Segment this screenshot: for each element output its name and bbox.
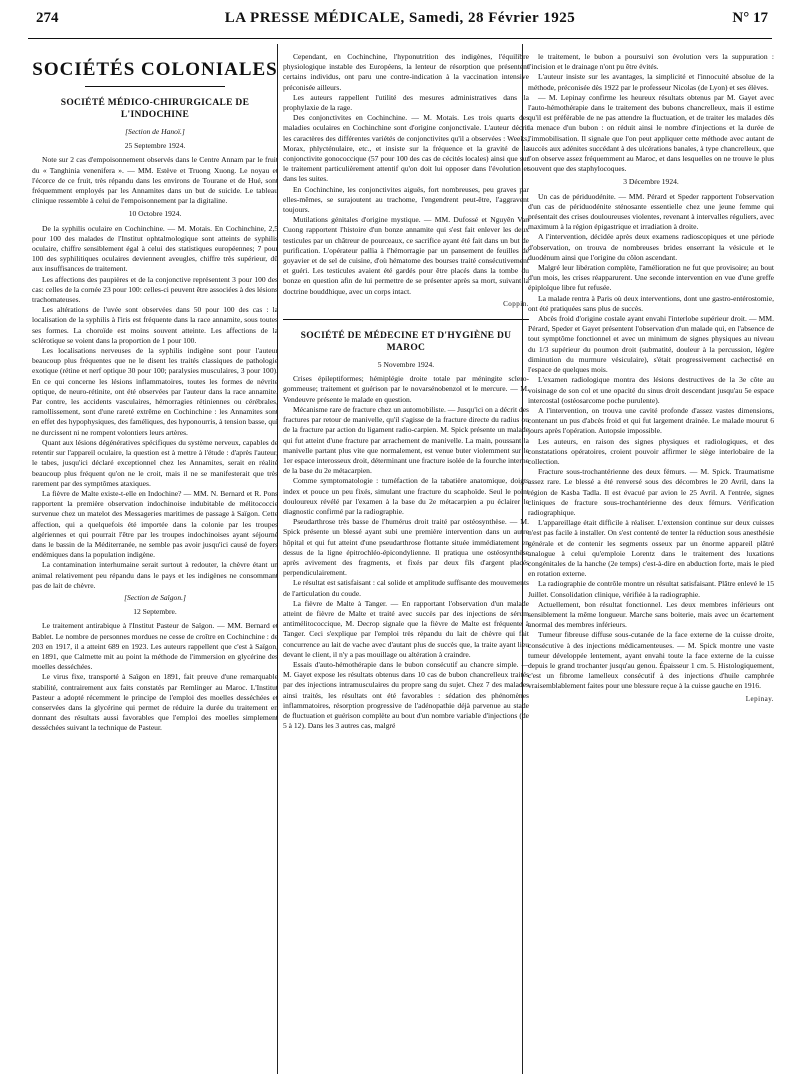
paragraph: Des conjonctivites en Cochinchine. — M. Motais. Les trois quarts des maladies oculaires en Cochinchine sont d'origine conjonctivale. L'auteur décrit les caractères des différentes variétés de conjonctivites qu'il a observées : Weeks, Morax, phlycténulaire, etc., et insiste sur la fréquence et la gravité de la conjonctivite gonococcique (57 pour 100 des cas de cécités locales) ainsi que sur le traitement particulièrement attentif qu'on doit lui opposer dans l'évolution et dans les suites. [283, 113, 529, 184]
issue-number: N° 17 [732, 10, 768, 26]
paragraph: Le virus fixe, transporté à Saïgon en 1891, fait preuve d'une remarquable stabilité, contrairement aux faits constatés par Remlinger au Maroc. L'Institut Pasteur a adopté récemment le principe de l'emploi des moelles desséchées et conservées dans la glycérine qui permet de réduire la durée du traitement en donnant des résultats aussi favorables que l'emploi des moelles simplement desséchées suivant la technique de Pasteur. [32, 672, 278, 733]
society-title: SOCIÉTÉ MÉDICO-CHIRURGICALE DE L'INDOCHINE [60, 98, 250, 120]
paragraph: Pseudarthrose très basse de l'humérus droit traité par ostéosynthèse. — M. Spick présente un blessé ayant subi une première intervention dans un autre hôpital et qui fut atteint d'une pseudarthrose flottante située immédiatement en dessus de la ligne épitrochléo-épicondylienne. Il pratiqua une ostéosynthèse après avivement des fragments, et fixés par deux fils d'argent placés perpendiculairement. [283, 517, 529, 578]
paragraph: le traitement, le bubon a poursuivi son évolution vers la suppuration : l'incision et le drainage n'ont pu être évités. [528, 52, 774, 72]
paragraph: Crises épileptiformes; hémiplégie droite totale par méningite sclero-gommeuse; traitement et guérison par le novarsénobenzol et le mercure. — M. Vendeuvre présente le malade en question. [283, 374, 529, 404]
paragraph: A l'intervention, décidée après deux examens radioscopiques et une période d'observation, on trouva de nombreuses brides enserrant la vésicule et le duodénum ainsi que l'origine du côlon ascendant. [528, 232, 774, 262]
section-heading: SOCIÉTÉS COLONIALES [32, 59, 278, 80]
paragraph: L'appareillage était difficile à réaliser. L'extension continue sur deux cuisses n'est pas facile à installer. On s'est contenté de tenter la réduction sous anesthésie générale et de contenir les segments osseux par un énorme appareil plâtré analogue à celui qu'emploie Lorentz dans le traitement des luxations congénitales de la hanche (2e temps) c'est-à-dire en abduction forte, mais le pied en rotation externe. [528, 518, 774, 579]
page-header [28, 10, 772, 32]
paragraph: Les auteurs, en raison des signes physiques et radiologiques, et des constatations opératoires, croient pouvoir affirmer le siège interlobaire de la collection. [528, 436, 774, 466]
session-date: 5 Novembre 1924. [377, 360, 435, 370]
paragraph: La malade rentra à Paris où deux interventions, dont une gastro-entérostomie, ont été pratiquées sans plus de succès. [528, 293, 774, 313]
paragraph: Quant aux lésions dégénératives spécifiques du système nerveux, capables de retentir sur l'appareil oculaire, la question est à mettre à l'étude : d'après l'auteur, le tabes, jusqu'ici déclaré exceptionnel chez les Annamites, serait en réalité beaucoup plus fréquent qu'on ne le croit, mais il ne se manifesterait que très rarement par des symptômes ataxiques. [32, 437, 278, 488]
paragraph: Le traitement antirabique à l'Institut Pasteur de Saïgon. — MM. Bernard et Bablet. Le nombre de personnes mordues ne cesse de croître en Cochinchine : de 203 en 1917, il a atteint 689 en 1923. Les auteurs rappellent que c'est à Saïgon, en 1891, que Calmette mit au point la méthode de l'immersion en glycérine des moelles desséchées. [32, 621, 278, 672]
paragraph: De la syphilis oculaire en Cochinchine. — M. Motais. En Cochinchine, 2,5 pour 100 des malades de l'Institut ophtalmologique sont atteints de syphilis oculaire, chiffre sensiblement égal à celui des statistiques européennes; 7 pour 100 des syphilitiques oculaires deviennent aveugles, chiffre très supérieur, dû aux insuffisances de traitement. [32, 223, 278, 274]
section-label: [Section de Saïgon.] [124, 592, 186, 602]
section-rule [283, 319, 529, 320]
column-1 [32, 52, 278, 1072]
paragraph: Mécanisme rare de fracture chez un automobiliste. — Jusqu'ici on a décrit des fractures par retour de manivelle, qu'il s'agisse de la fracture directe du radius ou de la fracture par action du ligament radio-carpien. M. Spick présente un malade qui fut atteint d'une fracture par arrachement de manivelle. La main, poussant la manivelle partant plus vite que normalement, est venue buter violemment sur le 1er espace interosseux droit, déterminant une fracture isolée de la fourche interne de la base du 2e métacarpien. [283, 404, 529, 476]
paragraph: L'auteur insiste sur les avantages, la simplicité et l'innocuité absolue de la méthode, préconisée dès 1922 par le professeur Nicolas (de Lyon) et ses élèves. [528, 72, 774, 92]
section-label: [Section de Hanoï.] [125, 127, 185, 136]
paragraph: Les auteurs rappellent l'utilité des mesures administratives dans la prophylaxie de la rage. [283, 92, 529, 113]
society-title: SOCIÉTÉ DE MÉDECINE ET D'HYGIÈNE DU MAROC [300, 331, 512, 354]
paragraph: La fièvre de Malte à Tanger. — En rapportant l'observation d'un malade atteint de fièvre de Malte et traité avec succès par des injections de sérum antimélitococcique, M. Decrop signale que la fièvre de Malte est fréquente à Tanger. Ceci s'explique par l'emploi très répandu du lait de chèvre qui fait concurrence au lait de vache avec d'autant plus de succès que, la traite ayant lieu devant le client, il n'y a pas mouillage ou altération à craindre. [283, 598, 529, 659]
paragraph: Actuellement, bon résultat fonctionnel. Les deux membres inférieurs ont sensiblement la même longueur. Marche sans boiterie, mais avec un écartement anormal des membres inférieurs. [528, 599, 774, 630]
paragraph: Essais d'auto-hémothérapie dans le bubon consécutif au chancre simple. — M. Gayet expose les résultats obtenus dans 10 cas de bubon chancrelleux traités par des injections intramusculaires du propre sang du sujet. Chez 7 des malades ainsi traités, les résultats ont été favorables : sédation des phénomènes inflammatoires, résorption progressive de l'adénopathie déjà parvenue au stade de fluctuation et guérison complète au bout d'un nombre variable d'injections (de 5 à 12). Dans les 3 autres cas, malgré [283, 659, 529, 731]
paragraph: La radiographie de contrôle montre un résultat satisfaisant. Plâtre enlevé le 15 Juillet. Consolidation clinique, vérifiée à la radiographie. [528, 579, 774, 599]
signature: Lepinay. [745, 694, 774, 703]
paragraph: En Cochinchine, les conjonctivites aiguës, fort nombreuses, peu graves par elles-mêmes, se surajoutent au trachome, l'engendrent peut-être, l'aggravent toujours. [283, 184, 529, 215]
paragraph: Les affections des paupières et de la conjonctive représentent 3 pour 100 des cas: celles de la cornée 23 pour 100: celles-ci peuvent être associées à des lésions trachomateuses. [32, 274, 278, 305]
paragraph: Tumeur fibreuse diffuse sous-cutanée de la face externe de la cuisse droite, consécutive à des injections médicamenteuses. — M. Spick montre une vaste tumeur développée lentement, ayant envahi toute la face externe de la cuisse depuis le grand trochanter jusqu'au genou. Épaisseur 1 cm. 5. Histologiquement, c'est un fibrome lamelleux consécutif à des injections d'huile camphrée vraisemblablement faites pour une blessure reçue à la cuisse gauche en 1916. [528, 630, 774, 691]
paragraph: Mutilations génitales d'origine mystique. — MM. Dufossé et Nguyên Van Cuong rapportent l'histoire d'un bonze annamite qui s'est fait enlever les deux testicules par un châtreur de pourceaux, ce sacrifice ayant été fait dans un but de purification. L'opérateur pallia à l'hémorragie par un pansement de feuilles de goyavier et de sel de cuisine, d'où hématome des bourses traité consécutivement et guéri. Les testicules avaient été gardés pour être placés dans la tombe du bonze en question afin de lui permettre de se présenter après sa mort, suivant la doctrine bouddhique, avec un corps intact. [283, 215, 529, 296]
session-date: 10 Octobre 1924. [128, 209, 182, 219]
paragraph: Les altérations de l'uvée sont observées dans 50 pour 100 des cas : la localisation de la syphilis à l'iris est fréquente dans la race annamite, sous toutes ses formes. La choroïde est moins souvent atteinte. Les affections de la sclérotique se voient dans la proportion de 1 pour 100. [32, 305, 278, 345]
session-date: 3 Décembre 1924. [623, 177, 679, 187]
heading-underline [85, 86, 225, 87]
paragraph: L'examen radiologique montra des lésions destructives de la 3e côte au voisinage de son col et une opacité du sinus droit descendant jusqu'au 5e espace intercostal (ostéosarcome poche purulente). [528, 375, 774, 405]
paragraph: Un cas de périduodénite. — MM. Pérard et Speder rapportent l'observation d'un cas de périduodénite sténosante essentielle chez une jeune femme qui présentait des crises douloureuses violentes, revenant à intervalles réguliers, avec maximum à la région épigastrique et irradiation à droite. [528, 191, 774, 232]
paragraph: Note sur 2 cas d'empoisonnement observés dans le Centre Annam par le fruit du « Tanghinia venenifera ». — MM. Estève et Truong Xuong. Le noyau et l'écorce de ce fruit, très répandu dans les environs de Tourane et de Hué, sont fréquemment employés par les Annamites dans un but de suicide. Le tableau clinique ressemble à celui de l'empoisonnement par la digitaline. [32, 155, 278, 206]
paragraph: Fracture sous-trochantérienne des deux fémurs. — M. Spick. Traumatisme assez rare. Le blessé a été renversé sous des décombres le 20 Avril, dans la région de Kasba Tadla. Il est évacué par avion le 25 Avril. A l'entrée, signes cliniques de fracture sous-trochantérienne des deux fémurs. Vérification radiographique. [528, 467, 774, 517]
paragraph: Malgré leur libération complète, l'amélioration ne fut que provisoire; au bout d'un mois, les crises réapparurent. Une seconde intervention en vue d'une greffe épiploïque libre fut refusée. [528, 263, 774, 293]
session-date: 25 Septembre 1924. [124, 141, 186, 151]
session-date: 12 Septembre. [133, 607, 177, 617]
paragraph: Abcès froid d'origine costale ayant envahi l'interlobe supérieur droit. — MM. Pérard, Speder et Gayet présentent l'observation d'un malade qui, en l'absence de tout symptôme fonctionnel et avec un minimum de signes physiques au niveau du 1/3 supérieur du poumon droit (submatité, douleur à la percussion, légère diminution du murmure vésiculaire), s'était progressivement cachectisé en l'espace de quelques mois. [528, 314, 774, 375]
header-rule [28, 38, 772, 39]
paragraph: Le résultat est satisfaisant : cal solide et amplitude suffisante des mouvements de l'articulation du coude. [283, 578, 529, 598]
paragraph: Les localisations nerveuses de la syphilis indigène sont pour l'auteur beaucoup plus fréquentes que ne le disent les traités classiques de pathologie exotique (rétine et nerf optique 30 pour 100; paralysies musculaires, 3 pour 100). En ce qui concerne les lésions inflammatoires, toutes les formes de névrite optique, de neuro-rétinite, ont été observées par l'auteur dans la race annamite. Par contre, les accidents vasculaires, hémorragies rétiniennes ou cérébrales, ramollissement, sont d'une rareté extrême en Cochinchine : les Annamites sont en effet des hypophysiques, des faméliques, des hyponourris, à tension basse, qui ne durcissent ni ne rompent volontiers leurs artères. [32, 346, 278, 437]
paragraph: — M. Lepinay confirme les heureux résultats obtenus par M. Gayet avec l'auto-hémothérapie dans le traitement des bubons chancrelleux, mais il estime qu'il est préférable de ne pas attendre la fluctuation, et de traiter les malades dès la menace d'un bubon : on réduit ainsi le nombre d'injections et la durée de l'immobilisation. Il signale que l'on peut appliquer cette méthode avec autant de succès aux adénites succédant à des ulcérations banales, à type chancrelleux, que l'on observe assez fréquemment au Maroc, et dans lesquelles on ne trouve le plus souvent que des staphylocoques. [528, 92, 774, 174]
paragraph: A l'intervention, on trouva une cavité profonde d'assez vastes dimensions, contenant un pus d'abcès froid et qui fut largement drainée. Le malade mourut 6 jours après l'opération. Autopsie impossible. [528, 405, 774, 436]
page-number: 274 [36, 10, 59, 26]
journal-title: LA PRESSE MÉDICALE, Samedi, 28 Février 1925 [224, 10, 576, 26]
paragraph: Comme symptomatologie : tuméfaction de la tabatière anatomique, doigts index et pouce un peu fixés, simulant une fracture du scaphoïde. Seul le point douloureux révélé par l'examen à la base du 2e métacarpien a pu éclairer le diagnostic confirmé par la radiographie. [283, 476, 529, 516]
paragraph: La contamination interhumaine serait surtout à redouter, la chèvre étant un animal relativement peu répandu dans le pays et les indigènes ne consommant pas de lait de chèvre. [32, 560, 278, 590]
signature: Coppin. [503, 299, 529, 308]
column-2 [283, 52, 529, 1072]
paragraph: La fièvre de Malte existe-t-elle en Indochine? — MM. N. Bernard et R. Pons rapportent la première observation indochinoise indubitable de mélitococcie survenue chez un matelot des Messageries maritimes de passage à Saïgon. Cette affection, qui a quelquefois été importée dans la colonie par les troupes algériennes et qui pourrait l'être par les troupes indochinoises ayant séjourné dans le bassin de la Méditerranée, ne semble pas avoir jusqu'ici causé de foyers endémiques dans la population indigène. [32, 488, 278, 560]
column-3 [528, 52, 774, 1072]
paragraph: Cependant, en Cochinchine, l'hyponutrition des indigènes, l'équilibre physiologique instable des Européens, la lenteur de résorption que présentent certains individus, ont paru une contre-indication à la vaccination intensive préconisée ailleurs. [283, 52, 529, 92]
